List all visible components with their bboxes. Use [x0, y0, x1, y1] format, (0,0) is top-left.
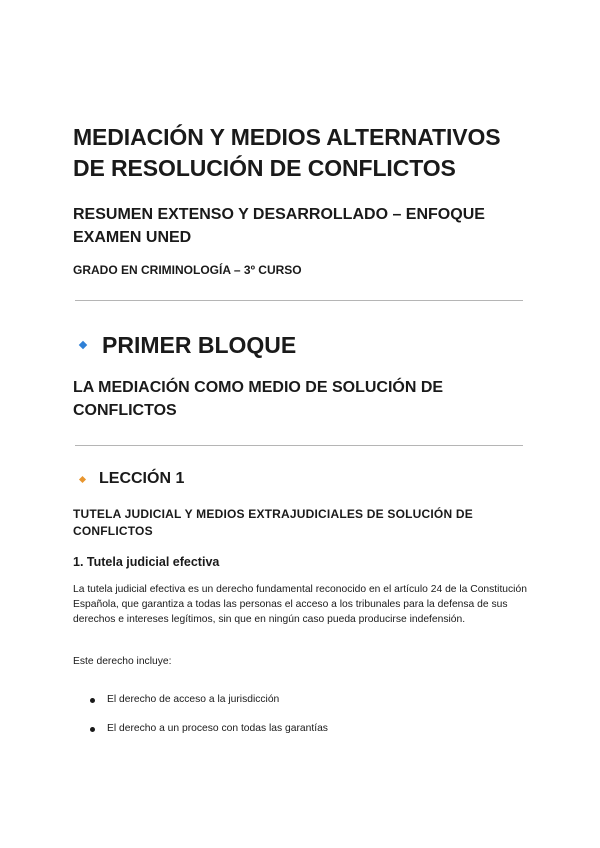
list-item-text: El derecho a un proceso con todas las garantías — [107, 723, 328, 734]
lesson-heading-text: LECCIÓN 1 — [99, 470, 185, 487]
block-heading-text: PRIMER BLOQUE — [102, 332, 297, 358]
block-heading — [80, 331, 296, 359]
divider — [75, 445, 523, 446]
document-title: MEDIACIÓN Y MEDIOS ALTERNATIVOS DE RESOLUCIÓN DE CONFLICTOS — [73, 124, 501, 181]
list-item — [90, 722, 328, 736]
blue-diamond-icon — [79, 341, 87, 349]
lesson-title: TUTELA JUDICIAL Y MEDIOS EXTRAJUDICIALES DE SOLUCIÓN DE CONFLICTOS — [73, 507, 473, 538]
bullet-dot-icon — [90, 698, 95, 703]
degree-label: GRADO EN CRIMINOLOGÍA – 3º CURSO — [73, 263, 302, 277]
divider — [75, 300, 523, 301]
orange-diamond-icon — [79, 475, 86, 482]
includes-label: Este derecho incluye: — [73, 656, 172, 667]
list-item-text: El derecho de acceso a la jurisdicción — [107, 694, 280, 705]
list-item — [90, 693, 328, 707]
section-heading: 1. Tutela judicial efectiva — [73, 555, 220, 569]
lesson-heading — [80, 469, 184, 489]
document-subtitle: RESUMEN EXTENSO Y DESARROLLADO – ENFOQUE EXAMEN UNED — [73, 206, 485, 246]
bullet-list — [90, 693, 328, 751]
section-paragraph: La tutela judicial efectiva es un derecho fundamental reconocido en el artículo 24 de la Constitución Española, que garantiza a todas las personas el acceso a los tribunales para la defensa de sus derechos e intereses legítimos, sin que en ningún caso pueda producirse indefensión. — [73, 584, 527, 625]
bullet-dot-icon — [90, 727, 95, 732]
block-subtitle: LA MEDIACIÓN COMO MEDIO DE SOLUCIÓN DE CONFLICTOS — [73, 379, 444, 419]
